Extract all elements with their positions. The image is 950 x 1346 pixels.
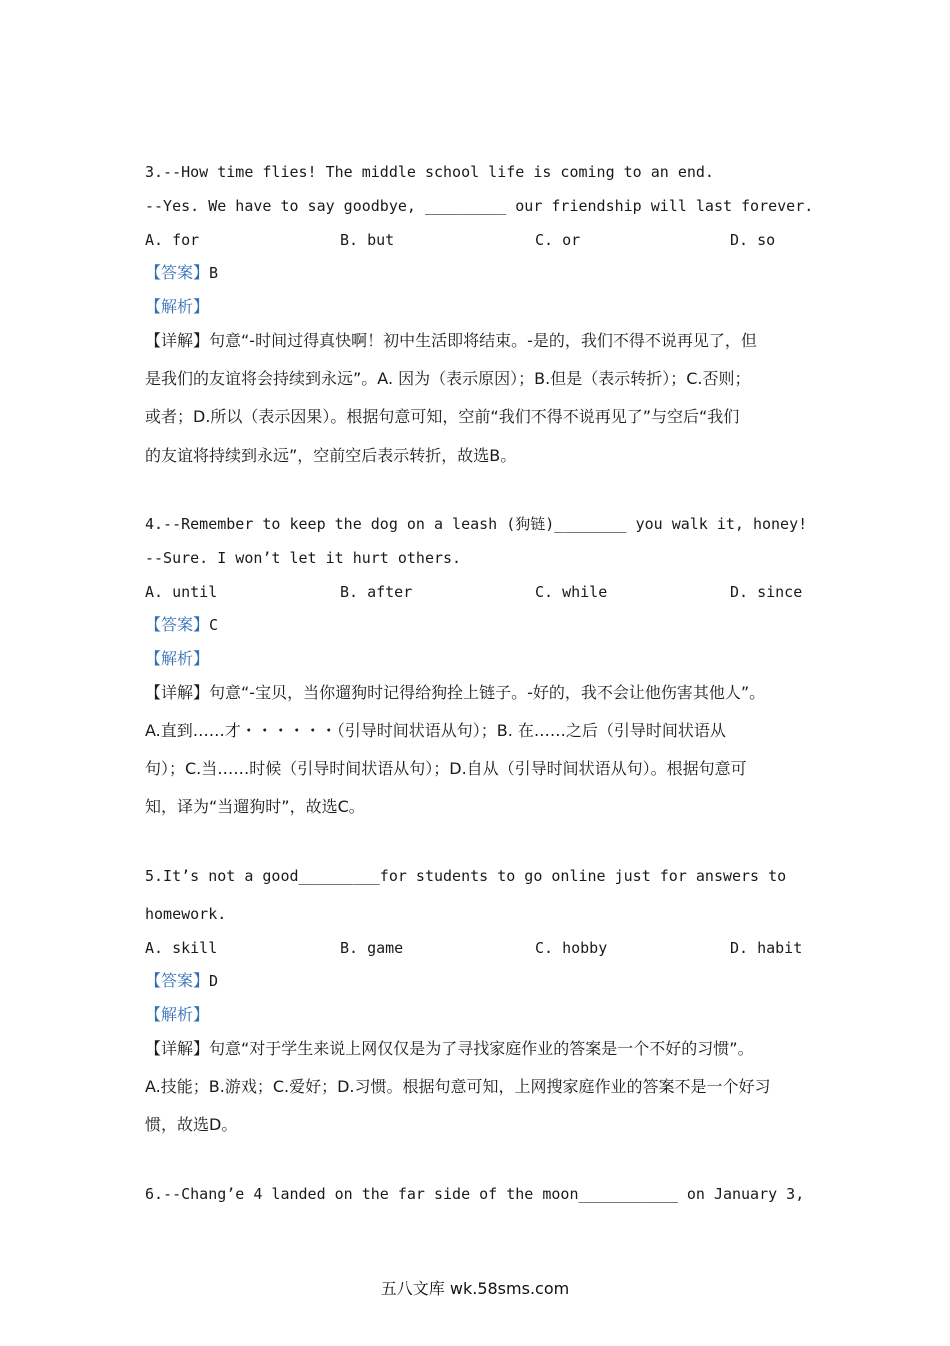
- q5-detail-line1: [145, 1039, 754, 1059]
- q3-answer-line: [145, 263, 218, 283]
- q4-option-d: D. since: [730, 583, 803, 601]
- q5-detail-text1: 句意“对于学生来说上网仅仅是为了寻找家庭作业的答案是一个不好的习惯”。: [209, 1039, 754, 1058]
- q5-answer-tag: 【答案】: [145, 971, 210, 990]
- q5-option-b: B. game: [340, 939, 404, 957]
- q5-option-d: D. habit: [730, 939, 803, 957]
- q4-detail-line3: 句）；C.当……时候（引导时间状语从句）；D.自从（引导时间状语从句）。根据句意可: [145, 759, 747, 778]
- q4-detail-line2: A.直到……才・・・・・・（引导时间状语从句）；B. 在……之后（引导时间状语从: [145, 721, 726, 740]
- q5-detail-line3: 惯，故选D。: [145, 1115, 238, 1134]
- q3-analysis-line: [145, 297, 209, 317]
- q3-answer: B: [209, 264, 219, 282]
- q4-detail-text1: 句意“-宝贝，当你遛狗时记得给狗拴上链子。-好的，我不会让他伤害其他人”。: [209, 683, 766, 702]
- q4-detail-line1: [145, 683, 765, 703]
- q3-detail-line3: 或者；D.所以（表示因果）。根据句意可知，空前“我们不得不说再见了”与空后“我们: [145, 407, 740, 426]
- q6-stem-line1: 6.--Chang’e 4 landed on the far side of the moon___________ on January 3,: [145, 1185, 805, 1203]
- q3-detail-line2: 是我们的友谊将会持续到永远”。A. 因为（表示原因）；B.但是（表示转折）；C.否则；: [145, 369, 751, 388]
- q5-answer-line: [145, 971, 218, 991]
- q3-detail-tag: 【详解】: [145, 331, 210, 350]
- q4-answer: C: [209, 616, 219, 634]
- q5-detail-tag: 【详解】: [145, 1039, 210, 1058]
- q4-detail-line4: 知，译为“当遛狗时”，故选C。: [145, 797, 365, 816]
- q3-detail-line4: 的友谊将持续到永远”，空前空后表示转折，故选B。: [145, 446, 517, 465]
- q4-answer-tag: 【答案】: [145, 615, 210, 634]
- q3-option-c: C. or: [535, 231, 581, 249]
- q5-stem-line1: 5.It’s not a good_________for students to go online just for answers to: [145, 867, 787, 885]
- q4-option-b: B. after: [340, 583, 413, 601]
- q4-stem-line1: 4.--Remember to keep the dog on a leash (狗链)________ you walk it, honey!: [145, 515, 808, 533]
- q3-answer-tag: 【答案】: [145, 263, 210, 282]
- q5-stem-line2: homework.: [145, 905, 227, 923]
- q5-analysis-line: [145, 1005, 209, 1025]
- q5-option-c: C. hobby: [535, 939, 608, 957]
- q3-stem-line1: 3.--How time flies! The middle school life is coming to an end.: [145, 163, 714, 181]
- q3-option-d: D. so: [730, 231, 776, 249]
- q3-option-b: B. but: [340, 231, 395, 249]
- q3-detail-text1: 句意“-时间过得真快啊！初中生活即将结束。-是的，我们不得不说再见了，但: [209, 331, 757, 350]
- q5-analysis-tag: 【解析】: [145, 1005, 210, 1024]
- q4-analysis-tag: 【解析】: [145, 649, 210, 668]
- q3-option-a: A. for: [145, 231, 200, 249]
- q4-detail-tag: 【详解】: [145, 683, 210, 702]
- q5-detail-line2: A.技能；B.游戏；C.爱好；D.习惯。根据句意可知，上网搜家庭作业的答案不是一个好习: [145, 1077, 771, 1096]
- q4-option-a: A. until: [145, 583, 218, 601]
- q4-answer-line: [145, 615, 218, 635]
- q3-detail-line1: [145, 331, 757, 351]
- q3-stem-line2: --Yes. We have to say goodbye, _________ our friendship will last forever.: [145, 197, 814, 215]
- q3-analysis-tag: 【解析】: [145, 297, 210, 316]
- q4-stem-line2: --Sure. I won’t let it hurt others.: [145, 549, 462, 567]
- q4-analysis-line: [145, 649, 209, 669]
- footer-watermark: 五八文库 wk.58sms.com: [380, 1279, 570, 1298]
- q5-answer: D: [209, 972, 219, 990]
- q4-option-c: C. while: [535, 583, 608, 601]
- q5-option-a: A. skill: [145, 939, 218, 957]
